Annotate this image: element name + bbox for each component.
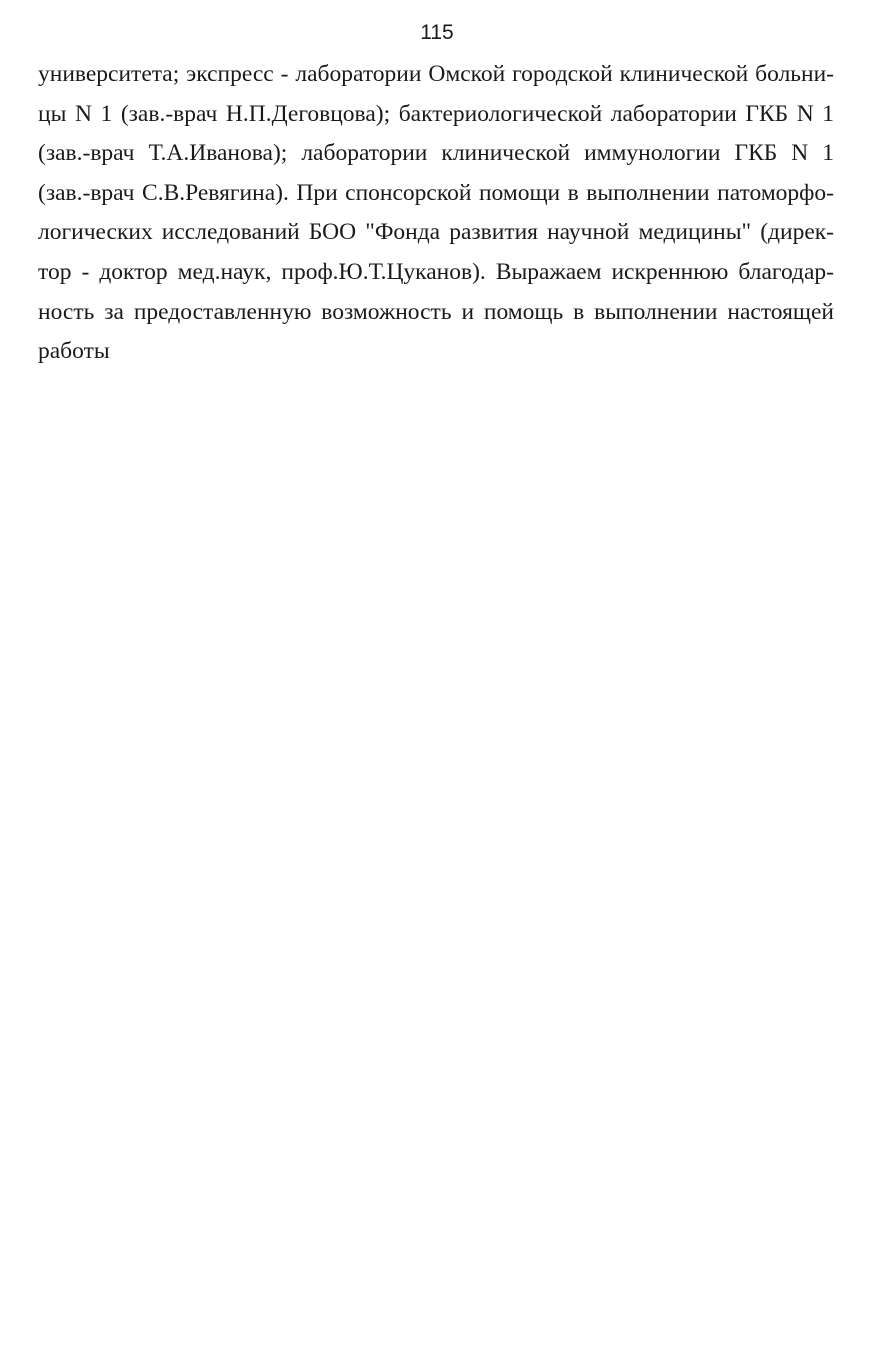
text-line: логических исследований БОО "Фонда развития научной медицины" (дирек- (38, 219, 834, 246)
text-line: (зав.-врач С.В.Ревягина). При спонсорской помощи в выполнении патоморфо- (38, 179, 834, 206)
text-line: ность за предоставленную возможность и помощь в выполнении настоящей (38, 298, 834, 325)
page-number: 115 (420, 21, 454, 44)
text-line: (зав.-врач Т.А.Иванова); лаборатории клинической иммунологии ГКБ N 1 (38, 140, 834, 167)
body-paragraph (38, 55, 834, 372)
text-line: цы N 1 (зав.-врач Н.П.Деговцова); бактериологической лаборатории ГКБ N 1 (38, 100, 834, 127)
text-line: университета; экспресс - лаборатории Омской городской клинической больни- (38, 61, 834, 87)
text-line: тор - доктор мед.наук, проф.Ю.Т.Цуканов). Выражаем искреннюю благодар- (38, 258, 834, 285)
text-line: работы (38, 338, 110, 365)
